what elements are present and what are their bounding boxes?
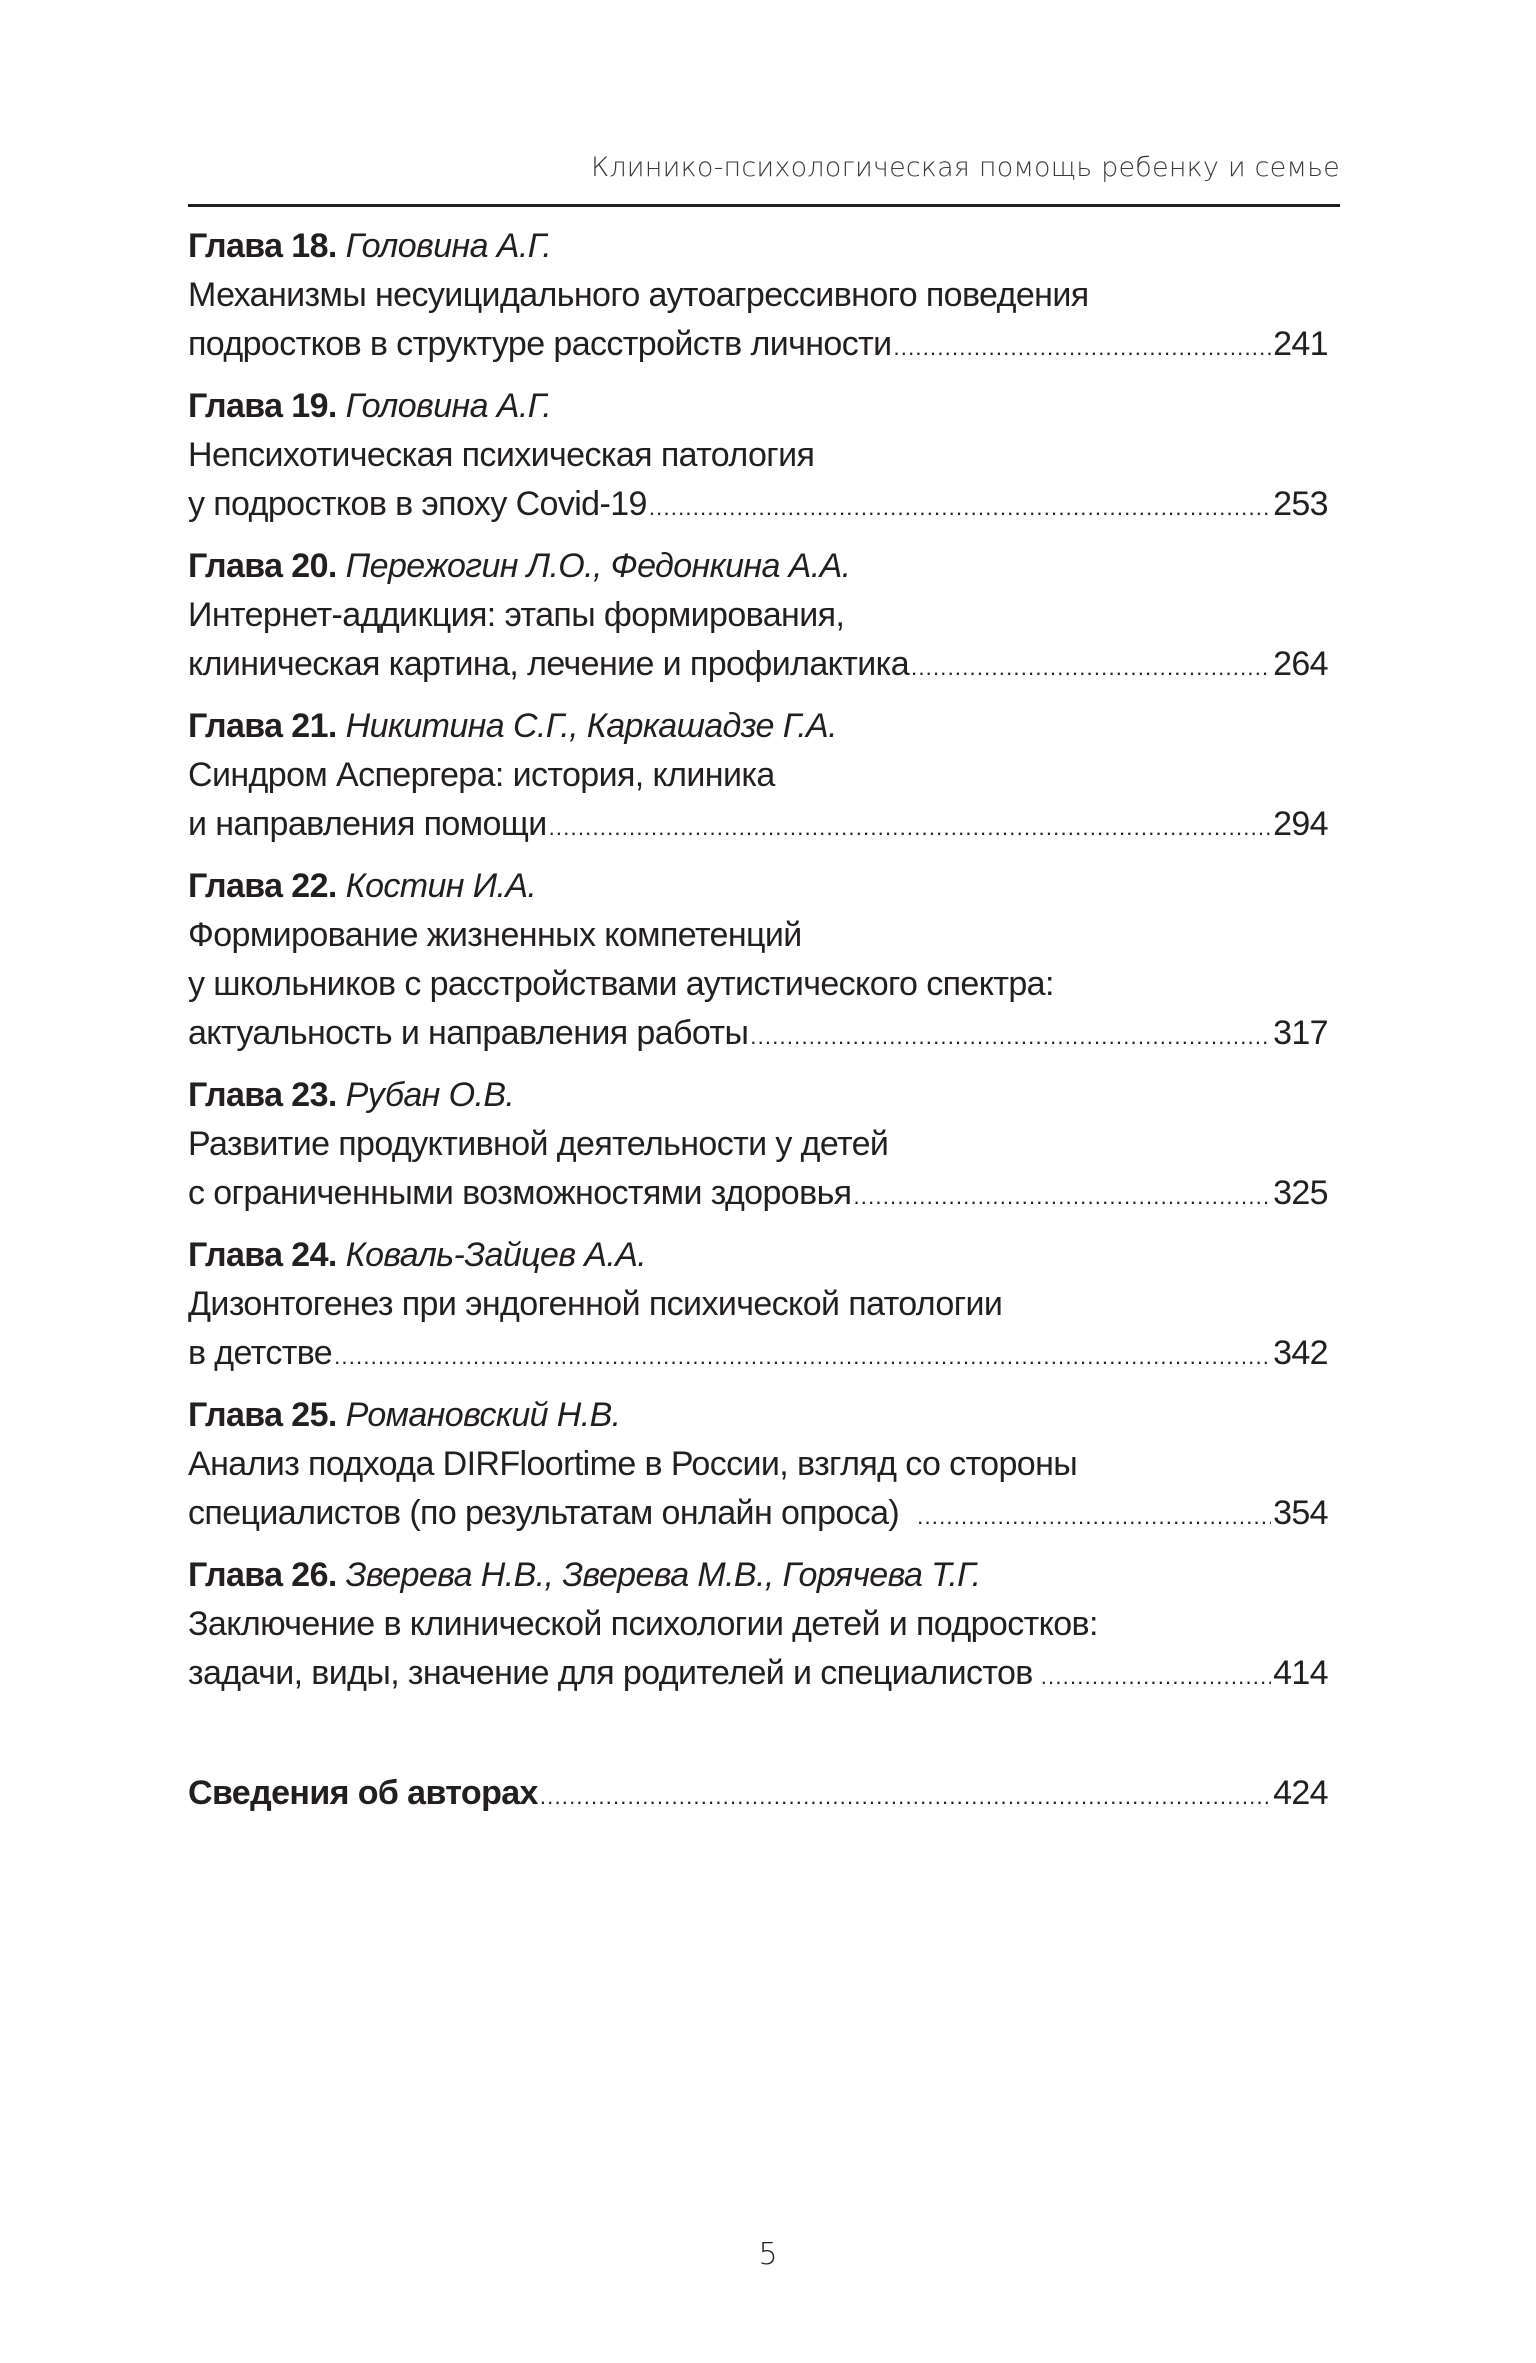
chapter-authors: Головина А.Г. xyxy=(345,387,552,425)
chapter-title-line: Дизонтогенез при эндогенной психической патологии xyxy=(188,1285,1003,1323)
chapter-title-text: клиническая картина, лечение и профилактика xyxy=(188,645,910,683)
chapter-title-text: и направления помощи xyxy=(188,805,547,843)
page-number[interactable]: 294 xyxy=(1273,805,1328,843)
chapter-title-last-line xyxy=(188,1489,1328,1541)
chapter-title-last-line xyxy=(188,800,1328,852)
toc-entry-chapter-22[interactable] xyxy=(188,862,1328,1071)
chapter-authors: Коваль-Зайцев А.А. xyxy=(345,1236,647,1274)
chapter-authors: Никитина С.Г., Каркашадзе Г.А. xyxy=(345,707,837,745)
chapter-heading xyxy=(188,1231,1328,1280)
chapter-title-last-line xyxy=(188,1009,1328,1061)
chapter-heading xyxy=(188,1551,1328,1600)
chapter-authors: Пережогин Л.О., Федонкина А.А. xyxy=(345,547,851,585)
chapter-label: Глава 19. xyxy=(188,387,337,425)
chapter-label: Глава 20. xyxy=(188,547,337,585)
chapter-authors: Костин И.А. xyxy=(345,867,537,905)
chapter-title-text: актуальность и направления работы xyxy=(188,1014,749,1052)
chapter-title-text: в детстве xyxy=(188,1334,333,1372)
chapter-title-text: специалистов (по результатам онлайн опроса) xyxy=(188,1494,900,1532)
dot-leader xyxy=(893,323,1271,372)
dot-leader xyxy=(1041,1652,1271,1701)
chapter-label: Глава 23. xyxy=(188,1076,337,1114)
chapter-heading xyxy=(188,862,1328,911)
page-number[interactable]: 414 xyxy=(1273,1654,1328,1692)
toc-entry-about-authors[interactable] xyxy=(188,1769,1328,1821)
toc-entry-chapter-23[interactable] xyxy=(188,1071,1328,1231)
dot-leader xyxy=(911,643,1271,692)
chapter-title-line: Развитие продуктивной деятельности у детей xyxy=(188,1125,889,1163)
page-number[interactable]: 264 xyxy=(1273,645,1328,683)
chapter-title-line: Интернет-аддикция: этапы формирования, xyxy=(188,596,845,634)
chapter-title-last-line xyxy=(188,320,1328,372)
chapter-title-last-line xyxy=(188,1649,1328,1701)
chapter-title-line: Непсихотическая психическая патология xyxy=(188,436,815,474)
chapter-title-line: у школьников с расстройствами аутистического спектра: xyxy=(188,965,1054,1003)
dot-leader xyxy=(549,803,1271,852)
page-number[interactable]: 354 xyxy=(1273,1494,1328,1532)
chapter-heading xyxy=(188,542,1328,591)
chapter-authors: Зверева Н.В., Зверева М.В., Горячева Т.Г. xyxy=(345,1556,981,1594)
chapter-label: Глава 18. xyxy=(188,227,337,265)
chapter-authors: Рубан О.В. xyxy=(345,1076,515,1114)
toc-entry-chapter-25[interactable] xyxy=(188,1391,1328,1551)
chapter-label: Глава 21. xyxy=(188,707,337,745)
dot-leader xyxy=(854,1172,1272,1221)
dot-leader xyxy=(649,483,1271,532)
chapter-title-text: у подростков в эпоху Covid-19 xyxy=(188,485,647,523)
chapter-title-text: задачи, виды, значение для родителей и специалистов xyxy=(188,1654,1033,1692)
header-rule xyxy=(188,204,1340,207)
toc-entry-chapter-20[interactable] xyxy=(188,542,1328,702)
toc-entry-chapter-19[interactable] xyxy=(188,382,1328,542)
running-header: Клинико-психологическая помощь ребенку и семье xyxy=(590,152,1340,183)
dot-leader xyxy=(540,1772,1271,1821)
table-of-contents xyxy=(188,222,1328,1821)
chapter-heading xyxy=(188,1071,1328,1120)
chapter-title-line: Механизмы несуицидального аутоагрессивного поведения xyxy=(188,276,1089,314)
chapter-title-last-line xyxy=(188,480,1328,532)
dot-leader xyxy=(334,1332,1271,1381)
chapter-title-text: подростков в структуре расстройств личности xyxy=(188,325,892,363)
chapter-title-line: Анализ подхода DIRFloortime в России, взгляд со стороны xyxy=(188,1445,1078,1483)
toc-entry-chapter-18[interactable] xyxy=(188,222,1328,382)
toc-entry-chapter-26[interactable] xyxy=(188,1551,1328,1711)
chapter-title-line: Синдром Аспергера: история, клиника xyxy=(188,756,775,794)
chapter-title-last-line xyxy=(188,1169,1328,1221)
page-number[interactable]: 424 xyxy=(1273,1774,1328,1812)
page-number[interactable]: 317 xyxy=(1273,1014,1328,1052)
chapter-authors: Головина А.Г. xyxy=(345,227,552,265)
chapter-title-line: Формирование жизненных компетенций xyxy=(188,916,802,954)
toc-entry-chapter-21[interactable] xyxy=(188,702,1328,862)
about-authors-label: Сведения об авторах xyxy=(188,1774,538,1812)
page-number[interactable]: 325 xyxy=(1273,1174,1328,1212)
page-number[interactable]: 253 xyxy=(1273,485,1328,523)
chapter-label: Глава 22. xyxy=(188,867,337,905)
chapter-title-text: с ограниченными возможностями здоровья xyxy=(188,1174,852,1212)
chapter-title-last-line xyxy=(188,1329,1328,1381)
chapter-heading xyxy=(188,382,1328,431)
page-number[interactable]: 241 xyxy=(1273,325,1328,363)
chapter-authors: Романовский Н.В. xyxy=(345,1396,621,1434)
page-number[interactable]: 342 xyxy=(1273,1334,1328,1372)
chapter-title-last-line xyxy=(188,640,1328,692)
page-folio-number: 5 xyxy=(758,2237,778,2272)
chapter-heading xyxy=(188,702,1328,751)
dot-leader xyxy=(750,1012,1271,1061)
chapter-title-line: Заключение в клинической психологии детей и подростков: xyxy=(188,1605,1098,1643)
chapter-heading xyxy=(188,1391,1328,1440)
chapter-label: Глава 24. xyxy=(188,1236,337,1274)
chapter-label: Глава 26. xyxy=(188,1556,337,1594)
toc-entry-chapter-24[interactable] xyxy=(188,1231,1328,1391)
chapter-label: Глава 25. xyxy=(188,1396,337,1434)
dot-leader xyxy=(917,1492,1271,1541)
chapter-heading xyxy=(188,222,1328,271)
